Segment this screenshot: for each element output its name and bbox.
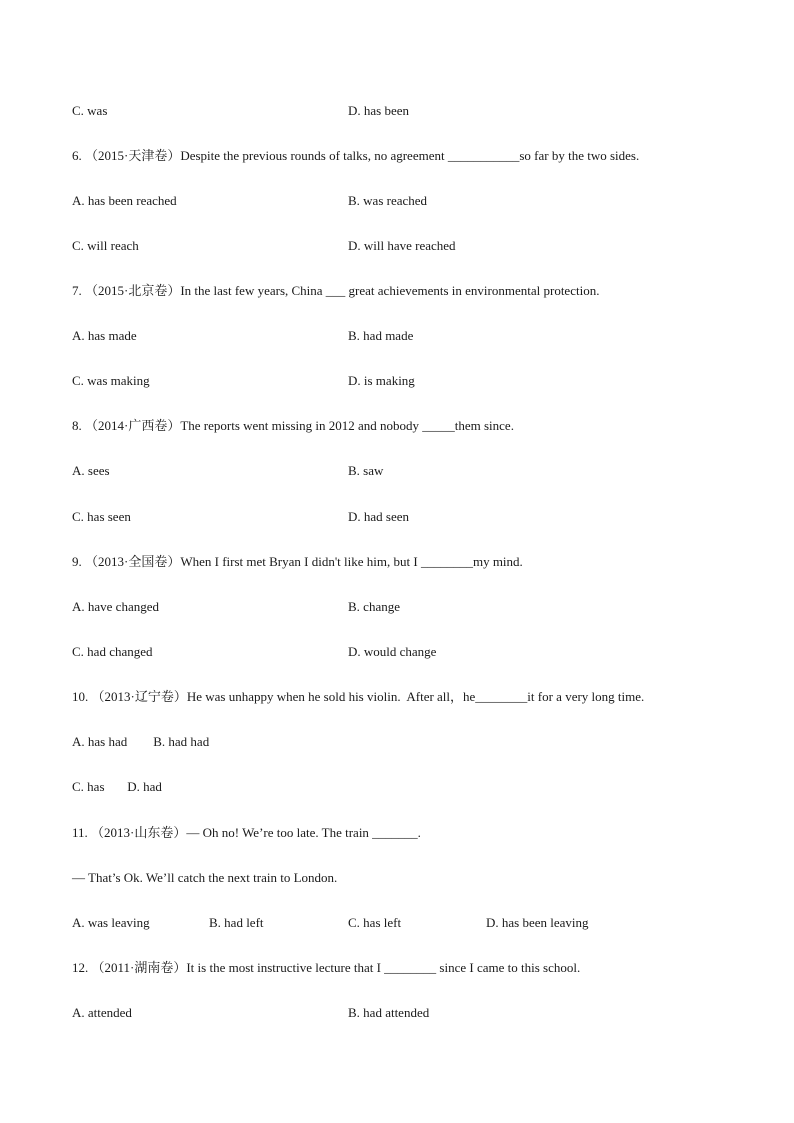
option-a: A. have changed	[72, 599, 159, 614]
question-6: 6. （2015·天津卷）Despite the previous rounds of talks, no agreement ___________so far by the two sides.	[72, 148, 640, 163]
option-c: C. will reach	[72, 238, 139, 253]
option-a: A. was leaving	[72, 915, 150, 930]
option-a: A. has been reached	[72, 193, 177, 208]
dialogue-response: — That’s Ok. We’ll catch the next train to London.	[72, 870, 338, 885]
option-b: B. was reached	[348, 193, 428, 208]
option-a: A. has made	[72, 328, 137, 343]
option-b: B. had attended	[348, 1005, 430, 1020]
option-b: B. had left	[209, 915, 264, 930]
option-b: B. change	[348, 599, 400, 614]
options-cd: C. has D. had	[72, 779, 162, 794]
question-12: 12. （2011·湖南卷）It is the most instructive lecture that I ________ since I came to this school.	[72, 960, 581, 975]
question-9: 9. （2013·全国卷）When I first met Bryan I didn't like him, but I ________my mind.	[72, 554, 523, 569]
option-a: A. attended	[72, 1005, 132, 1020]
question-8: 8. （2014·广西卷）The reports went missing in 2012 and nobody _____them since.	[72, 418, 514, 433]
option-c: C. had changed	[72, 644, 153, 659]
option-d: D. has been leaving	[486, 915, 589, 930]
question-10: 10. （2013·辽宁卷）He was unhappy when he sold his violin. After all，he________it for a very long time.	[72, 689, 645, 704]
options-ab: A. has had B. had had	[72, 734, 210, 749]
option-a: A. sees	[72, 463, 110, 478]
option-c: C. has left	[348, 915, 402, 930]
option-d: D. would change	[348, 644, 437, 659]
question-7: 7. （2015·北京卷）In the last few years, China ___ great achievements in environmental protection.	[72, 283, 600, 298]
option-c: C. was	[72, 103, 108, 118]
option-d: D. had seen	[348, 509, 410, 524]
option-b: B. saw	[348, 463, 384, 478]
option-b: B. had made	[348, 328, 414, 343]
option-d: D. has been	[348, 103, 410, 118]
option-c: C. has seen	[72, 509, 131, 524]
option-c: C. was making	[72, 373, 150, 388]
option-d: D. will have reached	[348, 238, 456, 253]
question-11: 11. （2013·山东卷）— Oh no! We’re too late. The train _______.	[72, 825, 421, 840]
option-d: D. is making	[348, 373, 415, 388]
